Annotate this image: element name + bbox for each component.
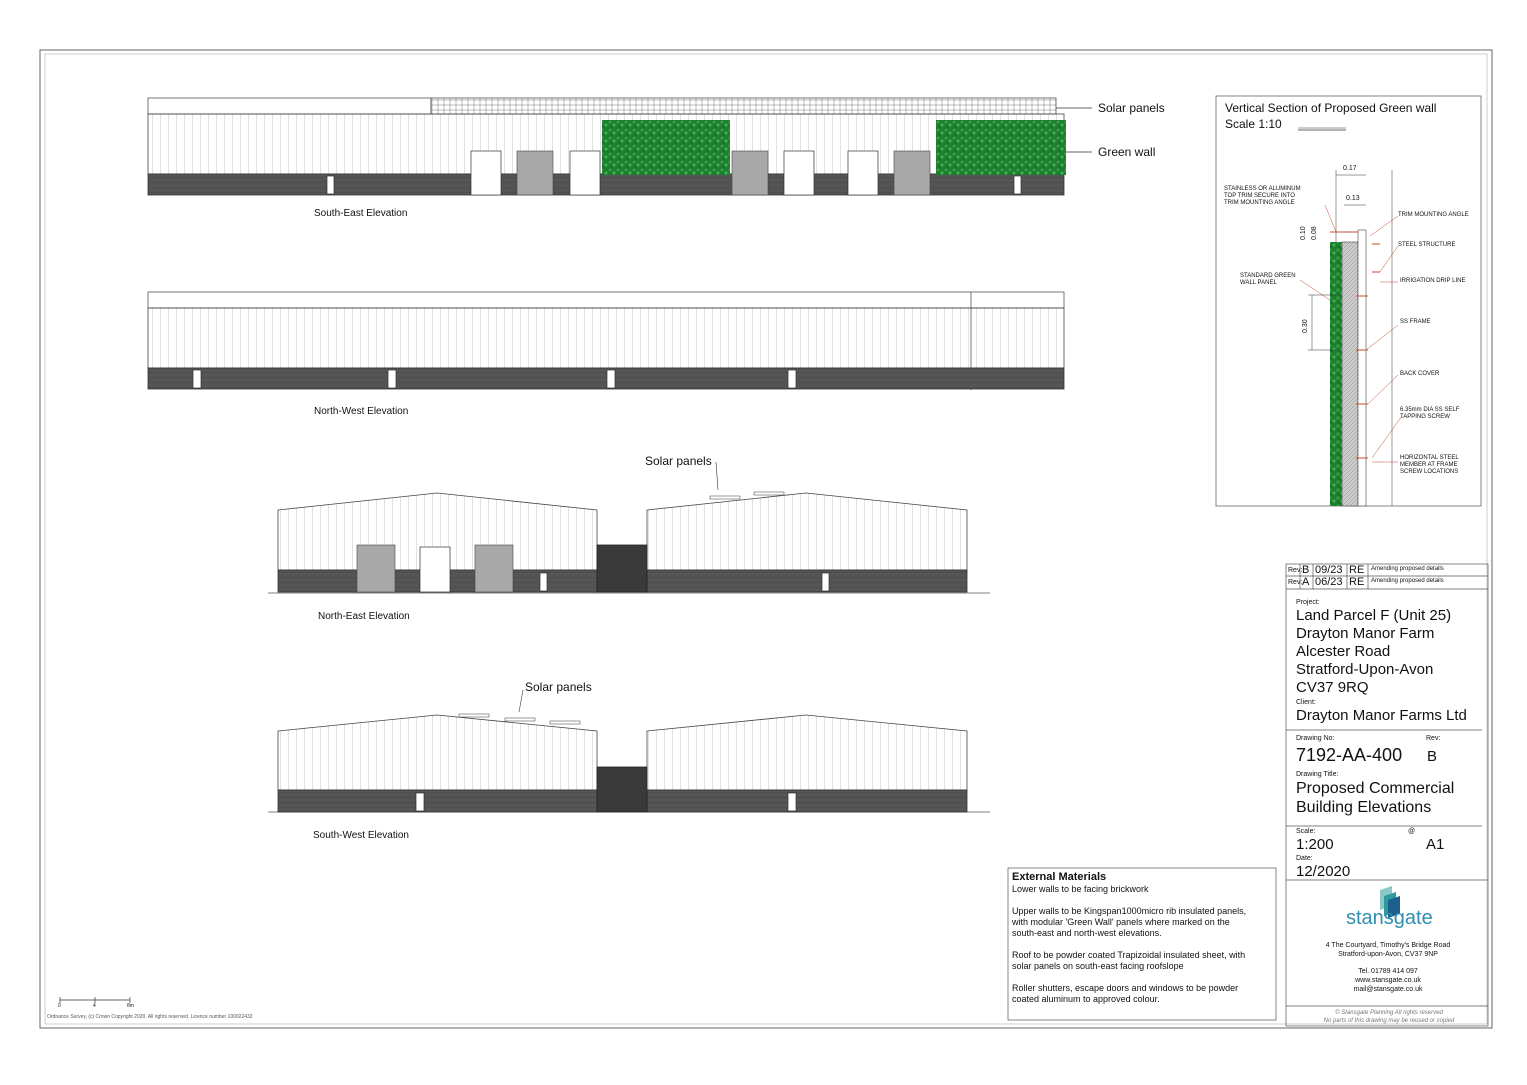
panel-label: STANDARD GREEN WALL PANEL — [1240, 273, 1296, 286]
date-label: Date: — [1296, 855, 1313, 862]
south-east-elevation — [148, 98, 1092, 195]
client-name: Drayton Manor Farms Ltd — [1296, 707, 1467, 724]
scale-tick: 4 — [93, 1003, 96, 1009]
project-address: Land Parcel F (Unit 25) Drayton Manor Farm Alcester Road Stratford-Upon-Avon CV37 9RQ — [1296, 607, 1452, 696]
drawing-sheet: South-East Elevation North-West Elevation North-East Elevation South-West Elevation Solar panels Green wall Solar panels Solar panels Vertical Section of Proposed Green wall Scale 1:10 0.17 0.13 0.10 0.08 0.30 STAINLESS OR ALUMINUM TOP TRIM SECURE INTO TRIM MOUNTING ANGLE STANDARD GREEN WALL PANEL TRIM MOUNTING ANGLE STEEL STRUCTURE IRRIGATION DRIP LINE SS FRAME BACK COVER 6.35mm DIA SS SELF TAPPING SCREW HORIZONTAL STEEL MEMBER AT FRAME SCREW LOCATIONS Rev: B 09/23 RE Amending proposed details Rev: A 06/23 RE Amending proposed details Project: Land Parcel F (Unit 25) Drayton Manor Farm Alcester Road Stratford-Upon-Avon CV37 9RQ Client: Drayton Manor Farms Ltd Drawing No: Rev: 7192-AA-400 B Drawing Title: Proposed Commercial Building Elevations Scale: @ 1:200 A1 Date: 12/2020 stansgate 4 The Courtyard, Timothy's Bridge Road Stratford-upon-Avon, CV37 9NP Tel. 01789 414 097 www.stansgate.co.uk mail@stansgate.co.uk © Stansgate Planning All rights reserved No parts of this drawing may be reused or copied External Materials Lower walls to be facing brickwork Upper walls to be Kingspan1000micro rib insulated panels, with modular 'Green Wall' panels where marked on the south-east and north-west elevations. Roof to be powder coated Trapizoidal insulated sheet, with solar panels on south-east facing roofslope Roller shutters, escape doors and windows to be powder coated aluminum to approved colour. 0 4 8m Ordnance Survey, (c) Crown Copyright 2020. All rights reserved. Licence number 100022432 — [0, 0, 1527, 1080]
irrigation-label: IRRIGATION DRIP LINE — [1400, 278, 1466, 284]
roller-shutter — [517, 151, 553, 195]
paper-size: A1 — [1426, 836, 1445, 853]
north-east-elevation-label: North-East Elevation — [318, 611, 410, 622]
client-label: Client: — [1296, 699, 1316, 706]
north-west-elevation-label: North-West Elevation — [314, 406, 409, 417]
external-materials-notes: External Materials Lower walls to be facing brickwork Upper walls to be Kingspan1000micro rib insulated panels, with modular 'Green Wall' panels where marked on the south-east and north-west elevations. Roof to be powder coated Trapizoidal insulated sheet, with solar panels on south-east facing roofslope Roller shutters, escape doors and windows to be powder coated aluminum to approved colour. — [1012, 871, 1247, 1004]
top-trim-label: STAINLESS OR ALUMINUM TOP TRIM SECURE INTO TRIM MOUNTING ANGLE — [1224, 186, 1301, 206]
north-east-elevation — [268, 462, 990, 593]
south-east-elevation-label: South-East Elevation — [314, 208, 408, 219]
drawing-rev: B — [1427, 748, 1438, 765]
back-cover-label: BACK COVER — [1400, 371, 1440, 377]
solar-panels-callout: Solar panels — [525, 680, 592, 694]
drawing-title: Proposed Commercial Building Elevations — [1296, 780, 1455, 816]
materials-heading: External Materials — [1012, 871, 1107, 883]
company-contact: Tel. 01789 414 097 www.stansgate.co.uk mail@stansgate.co.uk — [1353, 968, 1423, 993]
green-wall-panel — [602, 120, 730, 175]
date-value: 12/2020 — [1296, 863, 1351, 880]
south-west-elevation-label: South-West Elevation — [313, 830, 409, 841]
south-west-elevation — [268, 690, 990, 812]
drawing-title-label: Drawing Title: — [1296, 771, 1339, 778]
drawing-number: 7192-AA-400 — [1296, 745, 1403, 765]
solar-panels-callout: Solar panels — [1098, 101, 1165, 115]
rev-label: Rev: — [1426, 735, 1441, 742]
scale-value: 1:200 — [1296, 836, 1334, 853]
company-address: 4 The Courtyard, Timothy's Bridge Road Stratford-upon-Avon, CV37 9NP — [1325, 942, 1451, 958]
roller-shutter — [357, 545, 395, 592]
ordnance-survey-note: Ordnance Survey, (c) Crown Copyright 2020. All rights reserved. Licence number 100022432 — [47, 1014, 253, 1020]
frame-label: SS FRAME — [1400, 319, 1431, 325]
at-symbol: @ — [1408, 828, 1416, 835]
dim-label: 0.08 — [1311, 226, 1318, 240]
dim-label: 0.13 — [1346, 195, 1360, 202]
roller-shutter — [732, 151, 768, 195]
trim-angle-label: TRIM MOUNTING ANGLE — [1398, 212, 1469, 218]
dim-label: 0.17 — [1343, 165, 1357, 172]
scale-tick: 8m — [127, 1003, 134, 1009]
drawing-no-label: Drawing No: — [1296, 735, 1335, 742]
green-wall-section — [1216, 96, 1481, 506]
steel-structure-label: STEEL STRUCTURE — [1398, 242, 1456, 248]
solar-panel-array — [431, 98, 1056, 114]
section-title: Vertical Section of Proposed Green wall — [1225, 101, 1437, 115]
green-wall-panel — [936, 120, 1066, 175]
green-wall-callout: Green wall — [1098, 145, 1156, 159]
dim-label: 0.10 — [1300, 226, 1307, 240]
solar-panels-callout: Solar panels — [645, 454, 712, 468]
screw-label: 6.35mm DIA SS SELF TAPPING SCREW — [1400, 407, 1460, 420]
scale-label: Scale: — [1296, 828, 1316, 835]
scale-tick: 0 — [58, 1003, 61, 1009]
copyright-note: © Stansgate Planning All rights reserved No parts of this drawing may be reused or copied — [1323, 1010, 1455, 1024]
project-label: Project: — [1296, 599, 1320, 606]
dim-label: 0.30 — [1302, 319, 1309, 333]
member-label: HORIZONTAL STEEL MEMBER AT FRAME SCREW LOCATIONS — [1400, 455, 1459, 475]
north-west-elevation — [148, 292, 1064, 390]
company-name: stansgate — [1346, 907, 1433, 929]
section-scale: Scale 1:10 — [1225, 117, 1282, 131]
roller-shutter — [894, 151, 930, 195]
roller-shutter — [475, 545, 513, 592]
